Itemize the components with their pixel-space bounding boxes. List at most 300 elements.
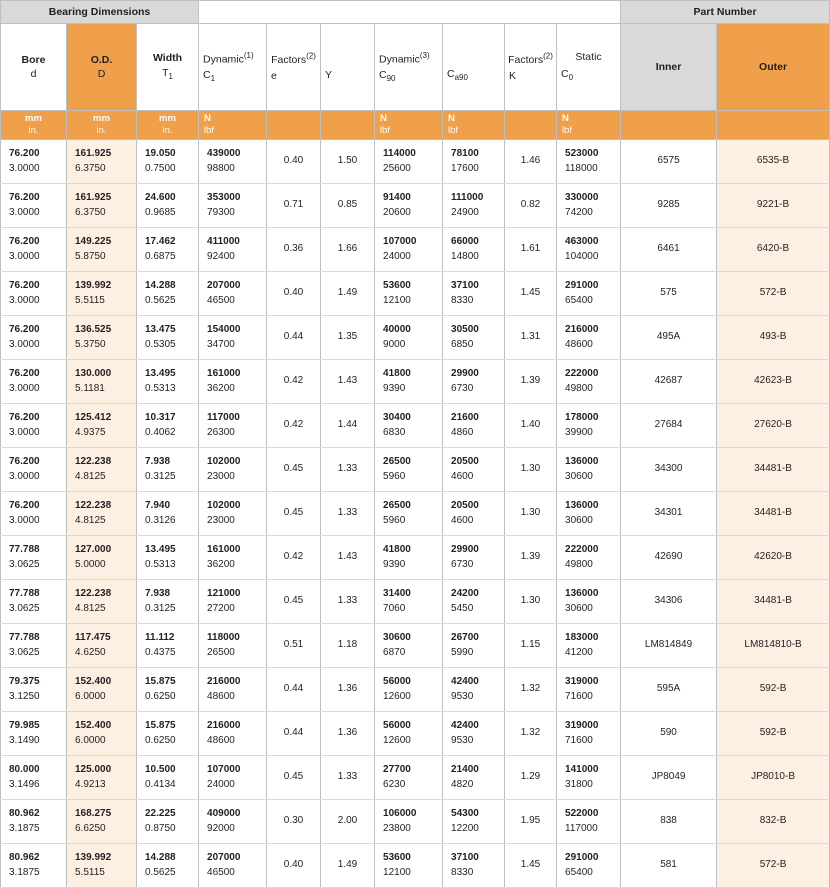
cell-static-c0 — [557, 668, 621, 712]
cell-factor-k-primary: 1.39 — [520, 551, 541, 563]
cell-dynamic-c1-secondary: 23000 — [207, 470, 235, 482]
table-row — [1, 580, 830, 624]
cell-factor-k-primary: 1.32 — [520, 727, 541, 739]
cell-dynamic-c90 — [375, 140, 443, 184]
cell-dynamic-c1 — [199, 800, 267, 844]
cell-factor-e-primary: 0.45 — [283, 507, 304, 519]
cell-factor-e — [267, 844, 321, 888]
cell-factor-e-primary: 0.44 — [283, 331, 304, 343]
cell-width — [137, 272, 199, 316]
cell-dynamic-c90-secondary: 23800 — [383, 822, 411, 834]
cell-factor-e-primary: 0.40 — [283, 155, 304, 167]
cell-dynamic-c90-primary: 91400 — [383, 192, 411, 203]
cell-bore — [1, 272, 67, 316]
cell-dynamic-c90-primary: 41800 — [383, 368, 411, 379]
cell-width — [137, 624, 199, 668]
cell-factor-e — [267, 800, 321, 844]
cell-dynamic-c90 — [375, 228, 443, 272]
cell-od-primary: 161.925 — [75, 148, 112, 159]
table-row — [1, 228, 830, 272]
cell-dynamic-c1-secondary: 36200 — [207, 558, 235, 570]
cell-inner-primary: 838 — [660, 815, 677, 827]
col-dynamic-c90 — [375, 24, 443, 111]
cell-bore-secondary: 3.0000 — [9, 338, 40, 350]
cell-factor-y — [321, 184, 375, 228]
cell-dynamic-ca90 — [443, 800, 505, 844]
cell-dynamic-c1 — [199, 140, 267, 184]
cell-width-secondary: 0.3125 — [145, 602, 176, 614]
cell-od-primary: 125.412 — [75, 412, 112, 423]
cell-dynamic-ca90-secondary: 5450 — [451, 602, 474, 614]
cell-bore-primary: 76.200 — [9, 456, 40, 467]
cell-outer — [717, 492, 830, 536]
cell-inner-primary: 9285 — [657, 199, 680, 211]
cell-dynamic-ca90 — [443, 536, 505, 580]
cell-dynamic-ca90-primary: 30500 — [451, 324, 479, 335]
cell-factor-e — [267, 580, 321, 624]
cell-bore-primary: 76.200 — [9, 500, 40, 511]
cell-inner-primary: 6461 — [657, 243, 680, 255]
cell-od — [67, 228, 137, 272]
cell-dynamic-c90 — [375, 844, 443, 888]
cell-factor-k-primary: 1.61 — [520, 243, 541, 255]
cell-bore-secondary: 3.0000 — [9, 382, 40, 394]
cell-inner-primary: 495A — [656, 331, 681, 343]
table-row — [1, 184, 830, 228]
cell-dynamic-ca90-secondary: 14800 — [451, 250, 479, 262]
cell-factor-k — [505, 712, 557, 756]
cell-factor-y-primary: 1.49 — [337, 287, 358, 299]
cell-dynamic-ca90 — [443, 360, 505, 404]
cell-bore — [1, 360, 67, 404]
cell-dynamic-c1-primary: 216000 — [207, 676, 241, 687]
cell-static-c0-primary: 136000 — [565, 588, 599, 599]
cell-od-secondary: 4.9375 — [75, 426, 106, 438]
cell-bore-secondary: 3.0000 — [9, 426, 40, 438]
cell-factor-y-primary: 1.36 — [337, 727, 358, 739]
cell-dynamic-c90-secondary: 9390 — [383, 558, 406, 570]
cell-outer-primary: 832-B — [759, 815, 787, 827]
cell-dynamic-c1-secondary: 24000 — [207, 778, 235, 790]
cell-od-secondary: 5.3750 — [75, 338, 106, 350]
cell-od-primary: 122.238 — [75, 588, 112, 599]
cell-outer — [717, 448, 830, 492]
cell-od-primary: 168.275 — [75, 808, 112, 819]
cell-dynamic-c1 — [199, 536, 267, 580]
cell-dynamic-ca90-secondary: 6730 — [451, 382, 474, 394]
cell-static-c0 — [557, 448, 621, 492]
cell-dynamic-c1-primary: 107000 — [207, 764, 241, 775]
cell-bore-primary: 80.962 — [9, 808, 40, 819]
cell-dynamic-c1-primary: 161000 — [207, 368, 241, 379]
cell-dynamic-c90-primary: 31400 — [383, 588, 411, 599]
cell-static-c0-secondary: 49800 — [565, 382, 593, 394]
cell-dynamic-c90 — [375, 448, 443, 492]
cell-dynamic-c90 — [375, 360, 443, 404]
cell-outer — [717, 404, 830, 448]
table-row — [1, 316, 830, 360]
cell-width-primary: 19.050 — [145, 148, 176, 159]
cell-outer-primary: 6535-B — [756, 155, 790, 167]
table-row — [1, 272, 830, 316]
group-load-ratings — [199, 1, 621, 24]
cell-outer-primary: 592-B — [759, 727, 787, 739]
cell-factor-e-primary: 0.71 — [283, 199, 304, 211]
cell-width-primary: 14.288 — [145, 852, 176, 863]
cell-static-c0-secondary: 49800 — [565, 558, 593, 570]
col-factors-e — [267, 24, 321, 111]
units-ca90: N lbf — [443, 111, 505, 140]
cell-dynamic-c90 — [375, 580, 443, 624]
cell-bore — [1, 492, 67, 536]
cell-dynamic-ca90 — [443, 184, 505, 228]
cell-factor-k-primary: 1.39 — [520, 375, 541, 387]
cell-static-c0 — [557, 800, 621, 844]
cell-static-c0 — [557, 756, 621, 800]
units-c90: N lbf — [375, 111, 443, 140]
table-row — [1, 844, 830, 888]
cell-static-c0-primary: 319000 — [565, 720, 599, 731]
col-dynamic-c1-symbol: $C_1$ — [203, 69, 216, 84]
cell-inner — [621, 844, 717, 888]
cell-width — [137, 668, 199, 712]
cell-width-secondary: 0.6250 — [145, 734, 176, 746]
cell-od — [67, 184, 137, 228]
cell-od-primary: 152.400 — [75, 720, 112, 731]
cell-dynamic-ca90-secondary: 17600 — [451, 162, 479, 174]
cell-od-secondary: 6.0000 — [75, 690, 106, 702]
cell-outer — [717, 668, 830, 712]
cell-bore-secondary: 3.0000 — [9, 250, 40, 262]
cell-factor-k — [505, 668, 557, 712]
cell-factor-k-primary: 1.30 — [520, 595, 541, 607]
cell-od — [67, 492, 137, 536]
cell-dynamic-c90-secondary: 9390 — [383, 382, 406, 394]
cell-factor-y-primary: 1.36 — [337, 683, 358, 695]
cell-inner — [621, 272, 717, 316]
cell-inner — [621, 624, 717, 668]
col-factors-e-title: Factors$^{(2)}$ — [271, 51, 316, 66]
cell-bore — [1, 228, 67, 272]
cell-factor-k — [505, 756, 557, 800]
cell-od-primary: 149.225 — [75, 236, 112, 247]
cell-static-c0-primary: 136000 — [565, 500, 599, 511]
cell-dynamic-ca90-primary: 42400 — [451, 720, 479, 731]
col-bore — [1, 24, 67, 111]
cell-static-c0 — [557, 184, 621, 228]
cell-static-c0-secondary: 71600 — [565, 690, 593, 702]
cell-inner-primary: 595A — [656, 683, 681, 695]
table-row — [1, 668, 830, 712]
cell-od — [67, 360, 137, 404]
cell-bore-primary: 79.375 — [9, 676, 40, 687]
cell-width-primary: 15.875 — [145, 676, 176, 687]
cell-dynamic-c1 — [199, 360, 267, 404]
cell-bore — [1, 668, 67, 712]
cell-dynamic-c90 — [375, 756, 443, 800]
units-width: mm in. — [137, 111, 199, 140]
cell-dynamic-ca90-secondary: 4600 — [451, 470, 474, 482]
cell-bore — [1, 448, 67, 492]
cell-static-c0 — [557, 844, 621, 888]
cell-factor-e — [267, 624, 321, 668]
cell-dynamic-c90 — [375, 492, 443, 536]
cell-factor-e — [267, 756, 321, 800]
cell-width-secondary: 0.5313 — [145, 558, 176, 570]
cell-width-secondary: 0.7500 — [145, 162, 176, 174]
cell-inner-primary: 27684 — [654, 419, 683, 431]
cell-dynamic-ca90-primary: 20500 — [451, 456, 479, 467]
cell-dynamic-c90-secondary: 24000 — [383, 250, 411, 262]
col-inner: Inner — [621, 24, 717, 111]
cell-od-secondary: 6.6250 — [75, 822, 106, 834]
cell-width — [137, 184, 199, 228]
col-width-title: Width — [152, 52, 183, 65]
cell-dynamic-ca90-primary: 37100 — [451, 852, 479, 863]
cell-width-primary: 13.475 — [145, 324, 176, 335]
cell-inner — [621, 492, 717, 536]
cell-dynamic-ca90-secondary: 4820 — [451, 778, 474, 790]
col-od-title: O.D. — [90, 53, 113, 66]
cell-static-c0-primary: 222000 — [565, 368, 599, 379]
cell-static-c0-primary: 291000 — [565, 852, 599, 863]
cell-outer — [717, 536, 830, 580]
cell-dynamic-c90-secondary: 12100 — [383, 866, 411, 878]
cell-width-secondary: 0.5625 — [145, 294, 176, 306]
cell-static-c0 — [557, 140, 621, 184]
cell-width-secondary: 0.5305 — [145, 338, 176, 350]
cell-dynamic-c90 — [375, 316, 443, 360]
cell-outer — [717, 360, 830, 404]
cell-od-primary: 139.992 — [75, 280, 112, 291]
units-bore: mm in. — [1, 111, 67, 140]
cell-dynamic-ca90-primary: 20500 — [451, 500, 479, 511]
cell-static-c0-primary: 178000 — [565, 412, 599, 423]
cell-dynamic-ca90-secondary: 6850 — [451, 338, 474, 350]
cell-od — [67, 140, 137, 184]
cell-factor-k — [505, 492, 557, 536]
col-factors-y-symbol: Y — [325, 69, 333, 82]
cell-factor-y-primary: 2.00 — [337, 815, 358, 827]
cell-factor-y — [321, 800, 375, 844]
cell-dynamic-c90-secondary: 12600 — [383, 690, 411, 702]
cell-bore-secondary: 3.0625 — [9, 646, 40, 658]
cell-width-primary: 22.225 — [145, 808, 176, 819]
cell-inner — [621, 580, 717, 624]
cell-dynamic-c1-secondary: 34700 — [207, 338, 235, 350]
cell-dynamic-ca90-secondary: 8330 — [451, 294, 474, 306]
cell-dynamic-ca90 — [443, 404, 505, 448]
cell-od — [67, 800, 137, 844]
cell-dynamic-c1 — [199, 712, 267, 756]
cell-static-c0-secondary: 30600 — [565, 470, 593, 482]
cell-dynamic-c90-secondary: 6830 — [383, 426, 406, 438]
cell-factor-k — [505, 404, 557, 448]
cell-od-secondary: 5.0000 — [75, 558, 106, 570]
cell-dynamic-c90-primary: 114000 — [383, 148, 416, 159]
cell-factor-k — [505, 316, 557, 360]
cell-dynamic-c1-secondary: 98800 — [207, 162, 235, 174]
cell-static-c0 — [557, 360, 621, 404]
cell-bore — [1, 404, 67, 448]
cell-factor-e-primary: 0.42 — [283, 551, 304, 563]
cell-dynamic-c90-primary: 56000 — [383, 720, 411, 731]
cell-bore-secondary: 3.1875 — [9, 866, 40, 878]
cell-od-secondary: 4.8125 — [75, 470, 106, 482]
cell-factor-y — [321, 272, 375, 316]
cell-bore-primary: 77.788 — [9, 588, 40, 599]
col-dynamic-c90-title: Dynamic$^{(3)}$ — [379, 50, 430, 66]
cell-outer-primary: 9221-B — [756, 199, 790, 211]
cell-static-c0-secondary: 31800 — [565, 778, 593, 790]
cell-dynamic-c1 — [199, 404, 267, 448]
col-bore-symbol: d — [30, 68, 37, 80]
cell-bore-primary: 79.985 — [9, 720, 40, 731]
cell-factor-e-primary: 0.42 — [283, 375, 304, 387]
cell-factor-y-primary: 1.33 — [337, 463, 358, 475]
cell-width-secondary: 0.6250 — [145, 690, 176, 702]
cell-dynamic-c1 — [199, 580, 267, 624]
cell-od — [67, 624, 137, 668]
cell-factor-e-primary: 0.44 — [283, 683, 304, 695]
cell-width — [137, 536, 199, 580]
cell-width — [137, 360, 199, 404]
cell-outer-primary: 493-B — [759, 331, 787, 343]
table-row — [1, 800, 830, 844]
cell-width-secondary: 0.5313 — [145, 382, 176, 394]
cell-width-secondary: 0.5625 — [145, 866, 176, 878]
cell-static-c0 — [557, 712, 621, 756]
cell-dynamic-c1-secondary: 46500 — [207, 294, 235, 306]
cell-factor-k — [505, 800, 557, 844]
cell-outer-primary: 34481-B — [754, 595, 792, 607]
cell-factor-e — [267, 272, 321, 316]
cell-dynamic-c90-primary: 26500 — [383, 500, 411, 511]
cell-dynamic-ca90-secondary: 9530 — [451, 734, 474, 746]
cell-od — [67, 448, 137, 492]
cell-factor-k-primary: 1.32 — [520, 683, 541, 695]
cell-factor-y-primary: 1.33 — [337, 507, 358, 519]
cell-dynamic-c1-primary: 154000 — [207, 324, 241, 335]
cell-dynamic-ca90-secondary: 4860 — [451, 426, 474, 438]
units-inner — [621, 111, 717, 140]
cell-inner — [621, 536, 717, 580]
cell-width — [137, 844, 199, 888]
cell-static-c0-primary: 141000 — [565, 764, 599, 775]
table-row — [1, 360, 830, 404]
cell-dynamic-c90-primary: 53600 — [383, 852, 411, 863]
cell-od — [67, 404, 137, 448]
cell-width — [137, 492, 199, 536]
table-row — [1, 140, 830, 184]
cell-dynamic-ca90-secondary: 8330 — [451, 866, 474, 878]
cell-od-secondary: 6.0000 — [75, 734, 106, 746]
table-row — [1, 756, 830, 800]
cell-factor-k — [505, 448, 557, 492]
cell-dynamic-c90-primary: 106000 — [383, 808, 417, 819]
cell-bore-secondary: 3.0000 — [9, 162, 40, 174]
cell-bore-secondary: 3.0000 — [9, 206, 40, 218]
cell-inner — [621, 800, 717, 844]
cell-width-primary: 7.938 — [145, 456, 171, 467]
cell-dynamic-c90 — [375, 624, 443, 668]
cell-dynamic-ca90 — [443, 140, 505, 184]
units-c0: N lbf — [557, 111, 621, 140]
cell-dynamic-c1-secondary: 36200 — [207, 382, 235, 394]
cell-dynamic-c1-secondary: 27200 — [207, 602, 235, 614]
table-row — [1, 492, 830, 536]
cell-dynamic-c1-primary: 102000 — [207, 500, 241, 511]
cell-inner-primary: 42690 — [654, 551, 683, 563]
cell-dynamic-ca90-primary: 29900 — [451, 368, 479, 379]
col-bore-title: Bore — [21, 53, 46, 66]
cell-width — [137, 800, 199, 844]
cell-dynamic-ca90-primary: 66000 — [451, 236, 479, 247]
cell-static-c0-primary: 463000 — [565, 236, 599, 247]
cell-dynamic-c90-primary: 41800 — [383, 544, 411, 555]
cell-inner-primary: 34301 — [654, 507, 683, 519]
cell-bore — [1, 800, 67, 844]
cell-bore-primary: 76.200 — [9, 412, 40, 423]
col-od — [67, 24, 137, 111]
cell-outer — [717, 624, 830, 668]
cell-outer-primary: JP8010-B — [751, 771, 795, 783]
cell-od-secondary: 6.3750 — [75, 162, 106, 174]
col-dynamic-ca90 — [443, 24, 505, 111]
cell-factor-y — [321, 492, 375, 536]
cell-outer — [717, 228, 830, 272]
cell-static-c0 — [557, 228, 621, 272]
cell-inner — [621, 316, 717, 360]
col-factors-k-title: Factors$^{(2)}$ — [508, 51, 553, 66]
cell-bore-primary: 76.200 — [9, 148, 40, 159]
cell-od-primary: 130.000 — [75, 368, 112, 379]
cell-width-primary: 13.495 — [145, 368, 176, 379]
cell-static-c0-primary: 183000 — [565, 632, 599, 643]
cell-factor-k-primary: 1.29 — [520, 771, 541, 783]
cell-dynamic-c90 — [375, 712, 443, 756]
cell-static-c0-primary: 291000 — [565, 280, 599, 291]
cell-outer-primary: LM814810-B — [744, 639, 802, 651]
cell-factor-k — [505, 184, 557, 228]
cell-inner — [621, 140, 717, 184]
units-outer — [717, 111, 830, 140]
cell-factor-k — [505, 228, 557, 272]
cell-dynamic-ca90-primary: 21400 — [451, 764, 479, 775]
cell-dynamic-c1 — [199, 756, 267, 800]
cell-dynamic-ca90-secondary: 9530 — [451, 690, 474, 702]
cell-dynamic-c1-primary: 353000 — [207, 192, 241, 203]
cell-od — [67, 580, 137, 624]
cell-factor-k-primary: 1.95 — [520, 815, 541, 827]
cell-dynamic-c90-secondary: 7060 — [383, 602, 406, 614]
cell-dynamic-c1-primary: 411000 — [207, 236, 240, 247]
cell-factor-y — [321, 228, 375, 272]
cell-static-c0-secondary: 41200 — [565, 646, 593, 658]
cell-inner — [621, 184, 717, 228]
cell-static-c0 — [557, 272, 621, 316]
cell-outer — [717, 184, 830, 228]
cell-static-c0-secondary: 74200 — [565, 206, 593, 218]
cell-outer — [717, 712, 830, 756]
cell-od-secondary: 4.9213 — [75, 778, 106, 790]
cell-outer — [717, 580, 830, 624]
cell-bore-secondary: 3.1496 — [9, 778, 40, 790]
cell-static-c0 — [557, 536, 621, 580]
cell-factor-e-primary: 0.30 — [283, 815, 304, 827]
col-static-c0-symbol: $C_0$ — [561, 67, 574, 82]
cell-od — [67, 668, 137, 712]
